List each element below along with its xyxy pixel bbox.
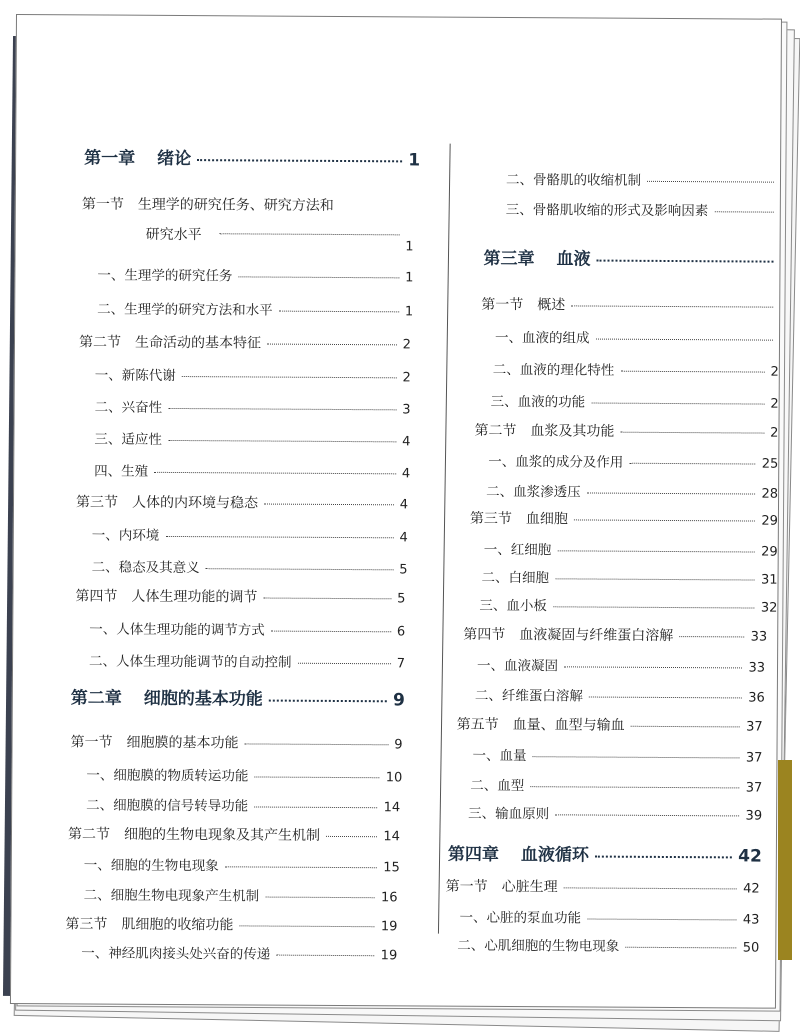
right-section-entry[interactable]: [474, 420, 778, 442]
leader-dots: [225, 866, 377, 868]
section-title: 生命活动的基本特征: [134, 334, 262, 352]
section-title: 细胞膜的基本功能: [126, 734, 239, 752]
leader-dots: [265, 897, 375, 899]
sub-title: 一、新陈代谢: [94, 367, 176, 384]
section-number: 第一节: [70, 734, 113, 751]
right-sub-entry[interactable]: [495, 326, 779, 348]
toc-right-column: [441, 18, 781, 956]
chapter-title: 血液循环: [520, 845, 589, 866]
right-sub-entry[interactable]: [468, 802, 762, 824]
sub-title: 二、白细胞: [481, 569, 550, 587]
section-title: 血浆及其功能: [530, 423, 615, 440]
sub-title: 四、生殖: [94, 463, 149, 480]
left-section-entry[interactable]: [82, 193, 414, 215]
sub-title: 一、人体生理功能的调节方式: [89, 621, 265, 639]
leader-dots: [591, 403, 764, 405]
chapter-number: 第一章: [84, 148, 136, 169]
page-number: 33: [748, 660, 766, 676]
left-sub-entry[interactable]: [81, 941, 397, 963]
section-number: 第三节: [469, 510, 512, 528]
page-number: 2: [770, 425, 779, 441]
chapter-number: 第三章: [483, 248, 535, 270]
sub-title: 二、人体生理功能调节的自动控制: [88, 653, 292, 671]
page-number: 2: [402, 370, 411, 386]
leader-dots: [245, 743, 389, 745]
page-number: 10: [385, 770, 403, 786]
left-sub-entry[interactable]: [86, 763, 402, 785]
book-cover-corner: [778, 760, 792, 960]
page-number: 2: [402, 337, 412, 353]
page-number: 1: [405, 239, 414, 255]
leader-dots: [574, 519, 755, 521]
chapter-number: 第二章: [70, 688, 122, 709]
section-title: 概述: [537, 297, 566, 314]
leader-dots: [553, 606, 755, 608]
left-sub-entry[interactable]: [94, 459, 410, 481]
leader-dots: [564, 666, 742, 668]
leader-dots: [279, 311, 399, 313]
right-sub-entry[interactable]: [482, 566, 778, 588]
leader-dots: [625, 947, 736, 949]
column-divider: [438, 144, 451, 934]
sub-title: 二、生理学的研究方法和水平: [97, 301, 273, 319]
left-sub-entry[interactable]: [84, 883, 398, 905]
leader-dots: [267, 344, 397, 346]
page-number: 4: [399, 530, 408, 546]
right-sub-entry[interactable]: [486, 480, 778, 502]
page-number: 14: [383, 829, 401, 845]
section-number: 第三节: [75, 494, 119, 511]
leader-dots: [587, 492, 756, 494]
sub-title: 一、血液的组成: [494, 329, 590, 347]
leader-dots: [165, 536, 393, 538]
page-number: 2: [770, 364, 779, 380]
page-number: 32: [760, 600, 778, 616]
left-section-entry-page[interactable]: [214, 226, 414, 255]
leader-dots: [276, 955, 374, 957]
page-number: 7: [396, 656, 406, 672]
left-sub-entry[interactable]: [95, 395, 411, 417]
section-title-continued: 研究水平: [145, 226, 202, 244]
page-number: 29: [761, 544, 778, 560]
leader-dots: [587, 919, 737, 921]
page-number: 5: [399, 562, 408, 578]
leader-dots: [564, 887, 737, 889]
page-number: 1: [404, 304, 414, 320]
leader-dots: [182, 376, 397, 378]
left-sub-entry[interactable]: [95, 363, 411, 385]
toc-page: [10, 14, 782, 1009]
sub-title: 一、生理学的研究任务: [97, 267, 233, 285]
leader-dots: [298, 663, 391, 665]
page-number: 29: [761, 513, 778, 529]
section-title: 生理学的研究任务、研究方法和: [137, 196, 334, 214]
page-number: 4: [399, 497, 409, 513]
sub-title: 一、红细胞: [483, 541, 552, 559]
left-section-entry[interactable]: [68, 823, 400, 845]
right-sub-entry[interactable]: [488, 450, 778, 472]
right-section-entry[interactable]: [463, 624, 767, 646]
right-sub-entry[interactable]: [477, 654, 765, 676]
section-number: 第一节: [445, 878, 488, 895]
left-section-entry[interactable]: [70, 731, 402, 753]
leader-dots: [220, 233, 400, 235]
page-number: 37: [745, 750, 763, 766]
right-sub-entry[interactable]: [506, 168, 780, 190]
page-number: 6: [396, 624, 406, 640]
sub-title: 二、细胞膜的信号转导功能: [86, 797, 249, 815]
leader-dots: [595, 856, 732, 859]
page-number: 16: [381, 890, 398, 906]
leader-dots: [620, 432, 764, 434]
left-section-entry[interactable]: [75, 585, 405, 607]
page-number: 4: [401, 466, 411, 482]
page-number: 37: [745, 780, 763, 796]
page-number: 4: [402, 434, 411, 450]
leader-dots: [555, 814, 739, 816]
sub-title: 二、纤维蛋白溶解: [474, 687, 583, 705]
sub-title: 二、血型: [470, 777, 525, 795]
sub-title: 二、血液的理化特性: [492, 361, 615, 379]
leader-dots: [271, 631, 391, 633]
leader-dots: [555, 578, 755, 580]
leader-dots: [647, 181, 774, 183]
section-title: 心脏生理: [501, 878, 558, 896]
sub-title: 一、内环境: [91, 527, 160, 544]
left-chapter-entry[interactable]: [84, 143, 420, 170]
left-section-entry[interactable]: [79, 331, 411, 353]
section-number: 第五节: [456, 716, 499, 733]
left-section-entry[interactable]: [76, 491, 408, 513]
leader-dots: [254, 806, 377, 808]
page-number: 3: [402, 402, 411, 418]
section-number: 第二节: [67, 826, 111, 843]
sub-title: 三、适应性: [94, 431, 162, 448]
leader-dots: [238, 276, 399, 278]
section-title: 血细胞: [525, 511, 568, 528]
right-section-entry[interactable]: [457, 714, 763, 736]
leader-dots: [263, 598, 391, 600]
sub-title: 二、稳态及其意义: [91, 559, 200, 577]
left-sub-entry[interactable]: [89, 649, 405, 671]
section-title: 细胞的生物电现象及其产生机制: [123, 826, 321, 844]
leader-dots: [631, 726, 740, 728]
page-number: 15: [383, 860, 400, 876]
leader-dots: [154, 472, 396, 474]
sub-title: 一、细胞的生物电现象: [83, 857, 219, 875]
sub-title: 三、输血原则: [468, 805, 550, 823]
left-sub-entry[interactable]: [94, 427, 410, 449]
chapter-title: 绪论: [157, 148, 192, 170]
section-number: 第三节: [65, 916, 108, 933]
chapter-number: 第四章: [447, 844, 499, 865]
page-number: 9: [394, 737, 403, 753]
right-sub-entry[interactable]: [472, 744, 762, 766]
sub-title: 三、骨骼肌收缩的形式及影响因素: [505, 201, 709, 220]
page-number: 50: [742, 940, 760, 956]
sub-title: 一、血液凝固: [476, 657, 559, 675]
right-sub-entry[interactable]: [506, 198, 780, 220]
toc-left-column: [17, 15, 437, 964]
leader-dots: [571, 305, 773, 307]
page-number: 14: [383, 800, 401, 816]
section-title: 血量、血型与输血: [512, 717, 625, 734]
sub-title: 一、细胞膜的物质转运功能: [86, 767, 249, 785]
leader-dots: [620, 371, 764, 373]
page-number: 2: [770, 396, 779, 412]
leader-dots: [596, 339, 774, 341]
right-section-entry[interactable]: [481, 294, 779, 316]
page-number: 39: [745, 808, 763, 824]
right-sub-entry[interactable]: [459, 906, 759, 928]
sub-title: 二、心肌细胞的生物电现象: [457, 937, 620, 955]
leader-dots: [629, 463, 755, 465]
page-number: 42: [743, 881, 760, 897]
sub-title: 一、神经肌肉接头处兴奋的传递: [81, 945, 271, 963]
leader-dots: [679, 636, 744, 637]
section-number: 第四节: [75, 588, 118, 605]
section-number: 第一节: [481, 296, 524, 314]
left-chapter-entry[interactable]: [71, 683, 405, 710]
section-title: 肌细胞的收缩功能: [121, 916, 234, 934]
chapter-title: 血液: [556, 249, 591, 270]
right-sub-entry[interactable]: [470, 774, 762, 796]
leader-dots: [168, 440, 396, 442]
page-number: 25: [761, 456, 779, 472]
section-title: 血液凝固与纤维蛋白溶解: [519, 627, 674, 645]
sub-title: 二、兴奋性: [94, 399, 163, 416]
leader-dots: [714, 211, 774, 212]
left-sub-entry[interactable]: [92, 555, 408, 577]
page-number: 28: [761, 486, 779, 502]
page-number: 1: [408, 150, 421, 171]
chapter-title: 细胞的基本功能: [143, 688, 263, 710]
sub-title: 二、细胞生物电现象产生机制: [83, 887, 260, 905]
right-sub-entry[interactable]: [475, 684, 765, 706]
right-sub-entry[interactable]: [491, 390, 779, 412]
right-section-entry[interactable]: [470, 508, 778, 530]
right-sub-entry[interactable]: [493, 358, 779, 380]
sub-title: 一、心脏的泵血功能: [459, 909, 582, 927]
sub-title: 二、骨骼肌的收缩机制: [505, 171, 642, 189]
page-number: 33: [750, 629, 768, 645]
section-number: 第四节: [463, 626, 506, 643]
right-chapter-entry[interactable]: [483, 244, 779, 271]
left-sub-entry[interactable]: [86, 793, 400, 815]
page-number: 37: [746, 719, 763, 735]
leader-dots: [254, 776, 379, 778]
page-number: 1: [405, 270, 414, 286]
leader-dots: [206, 568, 394, 570]
leader-dots: [596, 260, 773, 263]
page-number: 42: [738, 846, 762, 867]
page-number: 9: [392, 690, 405, 711]
leader-dots: [557, 550, 755, 552]
left-sub-entry[interactable]: [92, 523, 408, 545]
left-sub-entry[interactable]: [84, 853, 400, 875]
left-sub-entry[interactable]: [89, 617, 405, 639]
page-number: 5: [397, 591, 406, 607]
section-number: 第一节: [81, 196, 124, 213]
right-chapter-entry[interactable]: [448, 840, 762, 867]
leader-dots: [530, 786, 739, 788]
leader-dots: [239, 925, 374, 927]
leader-dots: [589, 697, 742, 699]
page-number: 43: [742, 912, 760, 928]
sub-title: 一、血浆的成分及作用: [488, 453, 624, 471]
section-title: 人体生理功能的调节: [131, 588, 258, 606]
section-number: 第二节: [78, 334, 122, 351]
leader-dots: [264, 504, 394, 506]
left-section-entry[interactable]: [65, 913, 397, 935]
sub-title: 二、血浆渗透压: [486, 483, 581, 501]
leader-dots: [532, 756, 739, 758]
sub-title: 三、血小板: [479, 597, 547, 615]
right-sub-entry[interactable]: [457, 934, 759, 956]
section-number: 第二节: [474, 422, 517, 440]
sub-title: 三、血液的功能: [490, 393, 586, 411]
leader-dots: [269, 700, 387, 703]
page-number: 36: [748, 690, 765, 706]
page-number: 19: [380, 919, 398, 935]
sub-title: 一、血量: [472, 747, 527, 765]
page-number: 19: [380, 948, 398, 964]
leader-dots: [168, 408, 396, 410]
section-title: 人体的内环境与稳态: [131, 494, 259, 512]
left-sub-entry[interactable]: [97, 298, 413, 320]
leader-dots: [326, 836, 377, 837]
left-sub-entry[interactable]: [97, 264, 413, 286]
leader-dots: [197, 159, 402, 162]
page-number: 31: [760, 572, 778, 588]
right-sub-entry[interactable]: [479, 594, 777, 616]
right-sub-entry[interactable]: [484, 538, 778, 560]
right-section-entry[interactable]: [446, 876, 760, 898]
